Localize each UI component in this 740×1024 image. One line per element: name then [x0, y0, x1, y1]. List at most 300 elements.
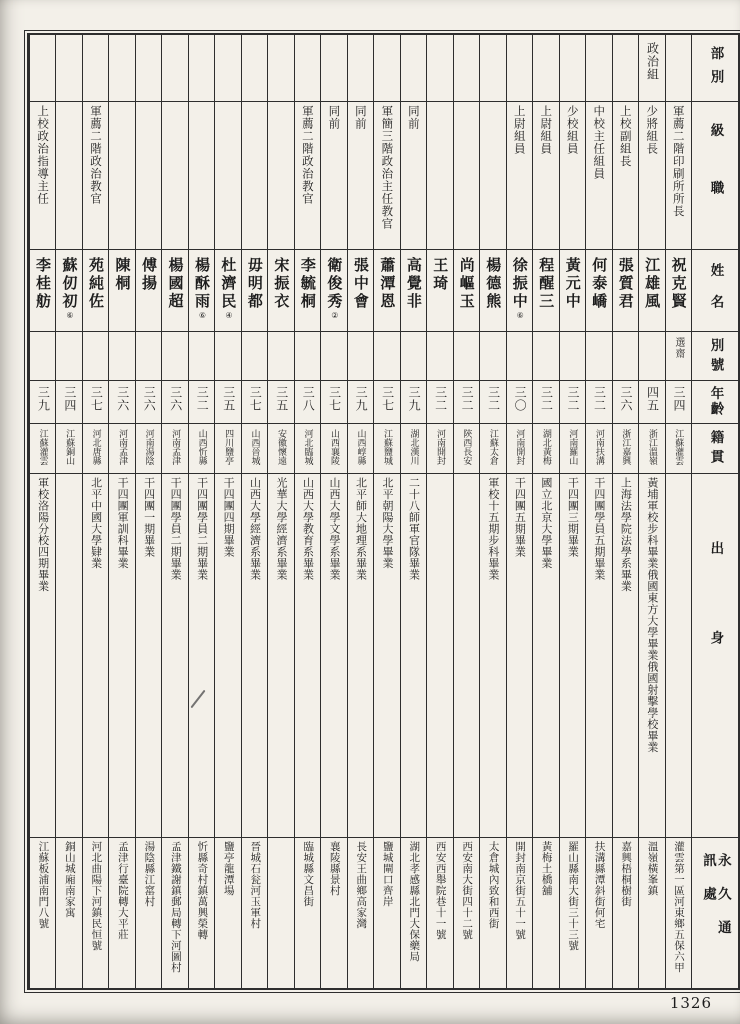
- header-address-cell: [692, 837, 738, 988]
- person-name-cell: [295, 249, 320, 331]
- person-name: 尚嶇玉: [457, 257, 476, 311]
- person-column: [585, 35, 611, 988]
- person-native-place: 浙江嘉興: [620, 429, 631, 465]
- person-rank: 上校副組長: [618, 105, 633, 168]
- person-name-text: [61, 257, 78, 320]
- person-address-cell: [586, 837, 611, 988]
- person-background: 國立北京大學畢業: [539, 477, 553, 569]
- person-address-cell: [613, 837, 638, 988]
- person-age: 三七: [380, 386, 395, 412]
- person-name-text: [537, 257, 554, 311]
- person-name: 楊國超: [166, 257, 185, 311]
- person-rank-cell: [268, 101, 293, 249]
- person-name-text: [326, 257, 343, 320]
- person-native-cell: [109, 423, 134, 473]
- person-address-cell: [242, 837, 267, 988]
- person-column: [29, 35, 55, 988]
- person-name: 李毓桐: [298, 257, 317, 311]
- person-name-cell: [56, 249, 81, 331]
- person-dept-cell: [480, 35, 505, 101]
- header-native-label: 籍貫: [707, 430, 724, 469]
- person-age-cell: [189, 380, 214, 423]
- person-background: 二十八師軍官隊畢業: [407, 477, 421, 581]
- person-native-place: 江蘇太倉: [487, 429, 498, 465]
- person-dept-cell: [374, 35, 399, 101]
- person-native-place: 山西崞縣: [355, 429, 366, 465]
- person-age: 三七: [248, 386, 263, 412]
- person-alias-cell: [374, 331, 399, 380]
- person-address: 晉城石瓮河玉軍村: [249, 841, 262, 929]
- person-column: [108, 35, 134, 988]
- person-background: 干四團四期畢業: [222, 477, 236, 558]
- person-name-cell: [639, 249, 664, 331]
- person-dept-cell: [30, 35, 55, 101]
- person-rank-cell: [374, 101, 399, 249]
- person-dept-cell: [136, 35, 161, 101]
- person-native-place: 山西忻縣: [196, 429, 207, 465]
- person-dept-cell: [83, 35, 108, 101]
- person-age: 三〇: [513, 386, 528, 412]
- person-age-cell: [586, 380, 611, 423]
- person-name-text: [511, 257, 528, 320]
- person-age-cell: [639, 380, 664, 423]
- person-address-cell: [295, 837, 320, 988]
- person-name-text: [352, 257, 369, 311]
- person-address-cell: [268, 837, 293, 988]
- person-column: [612, 35, 638, 988]
- person-address: 扶溝縣潭斜街何宅: [593, 841, 606, 929]
- person-background: 干四團軍訓科畢業: [116, 477, 130, 569]
- person-native-cell: [83, 423, 108, 473]
- person-age-cell: [136, 380, 161, 423]
- person-age-cell: [162, 380, 187, 423]
- person-address-cell: [507, 837, 532, 988]
- person-native-cell: [348, 423, 373, 473]
- person-name: 徐振中: [510, 257, 529, 311]
- person-age: 三七: [327, 386, 342, 412]
- person-address: 江蘇板浦南門八號: [37, 841, 50, 929]
- person-age-cell: [321, 380, 346, 423]
- person-rank-cell: [295, 101, 320, 249]
- person-address-cell: [189, 837, 214, 988]
- person-address: 河北曲陽下河鎮民恒號: [90, 841, 103, 951]
- person-alias-cell: [480, 331, 505, 380]
- person-age: 三五: [274, 386, 289, 412]
- person-age-cell: [374, 380, 399, 423]
- person-name: 杜濟民: [219, 257, 238, 311]
- person-column: [532, 35, 558, 988]
- person-column: [320, 35, 346, 988]
- person-alias-cell: [348, 331, 373, 380]
- person-native-cell: [454, 423, 479, 473]
- person-background: 山西大學經濟系畢業: [248, 477, 262, 581]
- person-name-text: [246, 257, 263, 311]
- person-column: [638, 35, 664, 988]
- person-name-text: [114, 257, 131, 293]
- person-native-cell: [162, 423, 187, 473]
- person-native-cell: [639, 423, 664, 473]
- person-column: [665, 35, 691, 988]
- person-background: 軍校洛陽分校四期畢業: [36, 477, 50, 592]
- person-rank: 同前: [353, 105, 368, 130]
- person-name: 張質君: [616, 257, 635, 311]
- person-dept-cell: [348, 35, 373, 101]
- header-native-cell: [692, 423, 738, 473]
- person-age: 四五: [645, 386, 660, 412]
- person-age-cell: [666, 380, 691, 423]
- person-name-cell: [162, 249, 187, 331]
- person-age-cell: [507, 380, 532, 423]
- person-rank-cell: [507, 101, 532, 249]
- person-name: 蕭潭恩: [378, 257, 397, 311]
- person-native-place: 湖北漢川: [408, 429, 419, 465]
- person-alias-cell: [189, 331, 214, 380]
- person-name-cell: [613, 249, 638, 331]
- person-rank: 上尉組員: [539, 105, 554, 155]
- person-name-cell: [507, 249, 532, 331]
- person-rank: 同前: [327, 105, 342, 130]
- person-native-place: 山西晉城: [249, 429, 260, 465]
- person-age-cell: [348, 380, 373, 423]
- person-native-cell: [586, 423, 611, 473]
- person-age-cell: [242, 380, 267, 423]
- person-name-cell: [480, 249, 505, 331]
- person-native-cell: [401, 423, 426, 473]
- person-background: 干四團學員二期畢業: [169, 477, 183, 581]
- person-address: 羅山縣南大街三十三號: [567, 841, 580, 951]
- person-native-place: 浙江溫嶺: [646, 429, 657, 465]
- person-name-mark: ⑥: [65, 311, 75, 320]
- person-dept-cell: [215, 35, 240, 101]
- person-age: 三二: [195, 386, 210, 412]
- person-age: 三六: [142, 386, 157, 412]
- header-rank-label: 級職: [707, 123, 724, 238]
- person-origin-cell: [427, 473, 452, 837]
- person-origin-cell: [666, 473, 691, 837]
- person-column: [400, 35, 426, 988]
- person-dept: 政治組: [645, 42, 660, 81]
- person-name-text: [617, 257, 634, 311]
- person-origin-cell: [480, 473, 505, 837]
- person-name-text: [140, 257, 157, 293]
- person-native-place: 河南扶溝: [593, 429, 604, 465]
- person-rank-cell: [480, 101, 505, 249]
- person-rank-cell: [83, 101, 108, 249]
- header-age-cell: [692, 380, 738, 423]
- person-column: [559, 35, 585, 988]
- person-address-cell: [56, 837, 81, 988]
- person-name-cell: [666, 249, 691, 331]
- person-native-place: 河南開封: [434, 429, 445, 465]
- person-name-text: [167, 257, 184, 311]
- person-background: 軍校十五期步科畢業: [486, 477, 500, 581]
- person-origin-cell: [242, 473, 267, 837]
- person-background: 山西大學文學系畢業: [328, 477, 341, 581]
- person-alias-cell: [268, 331, 293, 380]
- person-address: 太倉城內致和西街: [487, 841, 500, 929]
- person-address: 湯陰縣江窰村: [143, 841, 156, 907]
- person-name-text: [379, 257, 396, 311]
- person-origin-cell: [639, 473, 664, 837]
- person-origin-cell: [321, 473, 346, 837]
- person-name-mark: ②: [330, 311, 340, 320]
- person-origin-cell: [507, 473, 532, 837]
- person-dept-cell: [189, 35, 214, 101]
- person-name-text: [299, 257, 316, 311]
- person-alias-cell: [613, 331, 638, 380]
- person-rank-cell: [189, 101, 214, 249]
- header-alias-label: 別號: [707, 338, 724, 377]
- header-alias-cell: [692, 331, 738, 380]
- person-name: 苑純佐: [87, 257, 105, 311]
- person-rank-cell: [454, 101, 479, 249]
- person-name-text: [590, 257, 607, 311]
- person-column: [214, 35, 240, 988]
- person-age: 三九: [407, 386, 422, 412]
- person-background: 上海法學院法學系畢業: [619, 477, 633, 592]
- person-name-text: [564, 257, 581, 311]
- person-age-cell: [215, 380, 240, 423]
- person-age-cell: [401, 380, 426, 423]
- person-native-cell: [189, 423, 214, 473]
- person-name-cell: [189, 249, 214, 331]
- person-name-cell: [321, 249, 346, 331]
- person-native-cell: [321, 423, 346, 473]
- person-rank-cell: [56, 101, 81, 249]
- person-alias-cell: [83, 331, 108, 380]
- person-address-cell: [348, 837, 373, 988]
- person-name-text: [193, 257, 210, 320]
- person-dept-cell: [109, 35, 134, 101]
- person-native-place: 河北臨城: [302, 429, 313, 465]
- person-alias-cell: [507, 331, 532, 380]
- person-rank: 少校組員: [565, 105, 580, 155]
- person-alias-cell: [454, 331, 479, 380]
- person-name-text: [273, 257, 290, 311]
- person-name: 祝克賢: [669, 257, 688, 311]
- person-address: 西安南大街四十二號: [461, 841, 474, 940]
- header-origin-label: 出身: [707, 541, 724, 720]
- person-origin-cell: [136, 473, 161, 837]
- person-alias-cell: [401, 331, 426, 380]
- person-dept-cell: [162, 35, 187, 101]
- person-native-place: 河南孟津: [170, 429, 181, 465]
- person-address: 忻縣奇村鎮萬興榮轉: [196, 841, 209, 940]
- person-name-mark: ④: [224, 311, 234, 320]
- person-rank: 軍薦二階印刷所所長: [671, 105, 686, 218]
- person-age: 三六: [115, 386, 130, 412]
- person-rank-cell: [401, 101, 426, 249]
- person-alias-cell: [215, 331, 240, 380]
- person-address-cell: [162, 837, 187, 988]
- person-origin-cell: [162, 473, 187, 837]
- person-age: 三四: [62, 386, 77, 412]
- person-name-text: [432, 257, 449, 293]
- person-dept-cell: [295, 35, 320, 101]
- person-address-cell: [427, 837, 452, 988]
- person-background: 光華大學經濟系畢業: [275, 477, 289, 581]
- person-native-place: 江蘇灌雲: [673, 429, 684, 465]
- person-name-text: [458, 257, 475, 311]
- person-rank-cell: [136, 101, 161, 249]
- person-origin-cell: [189, 473, 214, 837]
- person-alias-cell: [109, 331, 134, 380]
- person-name: 毋明都: [245, 257, 264, 311]
- person-address-cell: [136, 837, 161, 988]
- person-age: 三二: [566, 386, 581, 412]
- person-rank-cell: [666, 101, 691, 249]
- person-name: 陳桐: [113, 257, 132, 293]
- person-column: [426, 35, 452, 988]
- person-name: 黃元中: [563, 257, 582, 311]
- person-name: 何泰嶠: [590, 257, 609, 311]
- person-column: [294, 35, 320, 988]
- person-name-text: [220, 257, 237, 320]
- person-age: 三二: [460, 386, 475, 412]
- person-alias-cell: [162, 331, 187, 380]
- person-name-cell: [454, 249, 479, 331]
- header-origin-cell: [692, 473, 738, 837]
- person-address: 灌雲第一區河東鄉五保六甲: [673, 841, 686, 973]
- person-background: 山西大學教育系畢業: [301, 477, 315, 581]
- person-name-cell: [268, 249, 293, 331]
- person-origin-cell: [109, 473, 134, 837]
- person-name: 楊德熊: [484, 257, 503, 311]
- person-age-cell: [560, 380, 585, 423]
- person-alias-cell: [560, 331, 585, 380]
- person-native-cell: [215, 423, 240, 473]
- person-native-cell: [30, 423, 55, 473]
- registry-table: [27, 33, 740, 990]
- person-name-cell: [533, 249, 558, 331]
- person-background: 北平中國大學肄業: [89, 477, 103, 569]
- person-address: 襄陵縣景村: [328, 841, 341, 896]
- person-address-cell: [215, 837, 240, 988]
- person-native-place: 陝西長安: [461, 429, 472, 465]
- person-dept-cell: [507, 35, 532, 101]
- person-name-cell: [83, 249, 108, 331]
- person-column: [479, 35, 505, 988]
- person-age-cell: [533, 380, 558, 423]
- person-native-place: 河南孟津: [117, 429, 128, 465]
- person-name: 張中會: [351, 257, 370, 311]
- person-rank-cell: [533, 101, 558, 249]
- person-alias-cell: [586, 331, 611, 380]
- person-background: 干四團一期畢業: [142, 477, 156, 558]
- person-age: 三二: [539, 386, 554, 412]
- person-alias-cell: [533, 331, 558, 380]
- person-native-cell: [613, 423, 638, 473]
- person-name: 李桂舫: [34, 257, 53, 311]
- header-address-label: 永久通訊處: [700, 853, 731, 954]
- person-name-mark: ⑥: [197, 311, 207, 320]
- person-address: 開封南京街五十一號: [514, 841, 527, 940]
- person-rank-cell: [427, 101, 452, 249]
- person-dept-cell: [613, 35, 638, 101]
- person-column: [82, 35, 108, 988]
- person-age: 三五: [221, 386, 236, 412]
- page-number: 1326: [669, 994, 712, 1012]
- person-origin-cell: [295, 473, 320, 837]
- person-name-cell: [427, 249, 452, 331]
- person-address-cell: [30, 837, 55, 988]
- person-native-cell: [268, 423, 293, 473]
- person-address-cell: [639, 837, 664, 988]
- person-name-cell: [136, 249, 161, 331]
- person-rank-cell: [560, 101, 585, 249]
- header-rank-cell: [692, 101, 738, 249]
- person-dept-cell: [586, 35, 611, 101]
- person-origin-cell: [348, 473, 373, 837]
- person-name: 楊酥雨: [192, 257, 211, 311]
- person-name-text: [405, 257, 422, 311]
- person-rank-cell: [109, 101, 134, 249]
- person-age: 三九: [354, 386, 369, 412]
- header-column: [691, 35, 738, 988]
- person-native-place: 江蘇鹽城: [381, 429, 392, 465]
- person-dept-cell: [666, 35, 691, 101]
- person-background: 干四團三期畢業: [566, 477, 580, 558]
- person-column: [373, 35, 399, 988]
- person-native-cell: [295, 423, 320, 473]
- person-name: 傅揚: [139, 257, 158, 293]
- person-address-cell: [533, 837, 558, 988]
- person-address: 臨城縣文昌街: [302, 841, 315, 907]
- person-alias-cell: [56, 331, 81, 380]
- person-native-cell: [56, 423, 81, 473]
- person-column: [135, 35, 161, 988]
- person-native-cell: [507, 423, 532, 473]
- person-native-place: 河南羅山: [567, 429, 578, 465]
- person-background: 干四團學員五期畢業: [592, 477, 606, 581]
- person-native-cell: [427, 423, 452, 473]
- person-age: 三二: [486, 386, 501, 412]
- person-native-place: 江蘇灌雲: [37, 429, 48, 465]
- person-rank-cell: [639, 101, 664, 249]
- person-name-text: [34, 257, 51, 311]
- person-name: 蘇仞初: [60, 257, 79, 311]
- person-dept-cell: [454, 35, 479, 101]
- person-age-cell: [613, 380, 638, 423]
- person-native-cell: [136, 423, 161, 473]
- person-background: 北平朝陽大學畢業: [380, 477, 394, 569]
- person-name: 王琦: [431, 257, 450, 293]
- person-origin-cell: [613, 473, 638, 837]
- person-alias: 選齋: [672, 337, 684, 359]
- person-column: [267, 35, 293, 988]
- person-native-place: 四川鹽亭: [223, 429, 234, 465]
- person-origin-cell: [30, 473, 55, 837]
- person-rank: 少將組長: [645, 105, 660, 155]
- person-rank: 上尉組員: [512, 105, 527, 155]
- person-address: 湖北孝感縣北門大保藥局: [408, 841, 421, 962]
- person-name: 江雄風: [643, 257, 662, 311]
- person-column: [161, 35, 187, 988]
- person-rank-cell: [321, 101, 346, 249]
- person-alias-cell: [427, 331, 452, 380]
- person-origin-cell: [374, 473, 399, 837]
- person-address-cell: [560, 837, 585, 988]
- person-background: 北平師大地理系畢業: [354, 477, 368, 581]
- person-address: 孟津行臺院轉大平莊: [116, 841, 129, 940]
- person-rank-cell: [242, 101, 267, 249]
- person-column: [241, 35, 267, 988]
- person-name-mark: ⑥: [515, 311, 525, 320]
- person-address-cell: [454, 837, 479, 988]
- header-dept-cell: [692, 35, 738, 101]
- person-name-text: [484, 257, 501, 311]
- person-origin-cell: [56, 473, 81, 837]
